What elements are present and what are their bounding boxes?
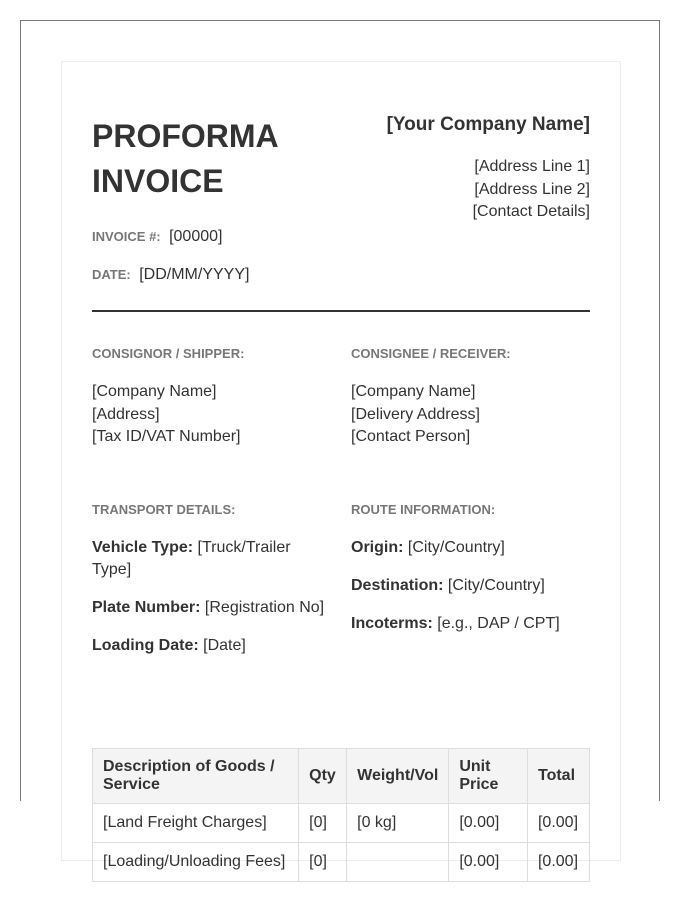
consignor-tax-id: [Tax ID/VAT Number] xyxy=(92,428,241,445)
plate-number-value: [Registration No] xyxy=(204,598,325,616)
header-weight-vol: Weight/Vol xyxy=(347,749,449,804)
vehicle-type xyxy=(92,537,327,581)
header-divider xyxy=(92,310,590,312)
invoice-title: PROFORMA INVOICE xyxy=(92,118,278,199)
plate-number xyxy=(92,597,327,619)
cell-total: [0.00] xyxy=(527,804,589,843)
consignor-company: [Company Name] xyxy=(92,383,217,400)
route-block xyxy=(351,502,590,673)
company-address xyxy=(370,156,590,224)
origin-value: [City/Country] xyxy=(407,538,505,556)
destination-value: [City/Country] xyxy=(447,576,545,594)
company-address-line-1: [Address Line 1] xyxy=(474,158,590,175)
loading-date-label: Loading Date: xyxy=(92,636,199,654)
company-block xyxy=(370,114,590,224)
cell-weight-vol xyxy=(347,843,449,882)
company-contact: [Contact Details] xyxy=(472,203,590,220)
cell-weight-vol: [0 kg] xyxy=(347,804,449,843)
invoice-sheet xyxy=(61,61,621,870)
destination xyxy=(351,575,586,597)
cell-unit-price: [0.00] xyxy=(449,843,528,882)
transport-route-section xyxy=(92,502,590,673)
loading-date-value: [Date] xyxy=(203,636,246,654)
consignor-street: [Address] xyxy=(92,405,160,423)
table-row xyxy=(93,804,590,843)
cell-description: [Land Freight Charges] xyxy=(93,804,299,843)
consignor-address xyxy=(92,381,351,449)
origin-label: Origin: xyxy=(351,538,404,556)
header-description: Description of Goods / Service xyxy=(93,749,299,804)
invoice-header xyxy=(92,114,590,310)
consignor-label: CONSIGNOR / SHIPPER: xyxy=(92,346,245,361)
vehicle-type-label: Vehicle Type: xyxy=(92,538,194,556)
invoice-date-value: [DD/MM/YYYY] xyxy=(139,266,250,283)
document-viewport xyxy=(20,20,660,870)
origin xyxy=(351,537,586,559)
items-table xyxy=(92,748,590,882)
transport-label: TRANSPORT DETAILS: xyxy=(92,501,236,517)
plate-number-label: Plate Number: xyxy=(92,598,201,616)
incoterms xyxy=(351,613,586,635)
company-name: [Your Company Name] xyxy=(386,114,590,135)
route-label: ROUTE INFORMATION: xyxy=(351,501,496,517)
cell-total: [0.00] xyxy=(527,843,589,882)
destination-label: Destination: xyxy=(351,576,444,594)
header-total: Total xyxy=(527,749,589,804)
cell-description: [Loading/Unloading Fees] xyxy=(93,843,299,882)
invoice-number-label: INVOICE #: xyxy=(92,229,161,244)
consignee-company: [Company Name] xyxy=(351,383,476,400)
cell-unit-price: [0.00] xyxy=(449,804,528,843)
transport-block xyxy=(92,502,351,673)
incoterms-value: [e.g., DAP / CPT] xyxy=(437,614,560,632)
company-address-line-2: [Address Line 2] xyxy=(474,180,590,198)
cell-qty: [0] xyxy=(299,843,347,882)
invoice-date xyxy=(92,265,249,285)
parties-section xyxy=(92,346,590,449)
vehicle-type-value: [Truck/Trailer Type] xyxy=(92,538,291,578)
consignee-block xyxy=(351,346,590,449)
invoice-content xyxy=(92,114,590,870)
table-row xyxy=(93,843,590,882)
invoice-date-label: DATE: xyxy=(92,267,131,282)
loading-date xyxy=(92,635,327,657)
incoterms-label: Incoterms: xyxy=(351,614,433,632)
header-unit-price: Unit Price xyxy=(449,749,528,804)
consignee-label: CONSIGNEE / RECEIVER: xyxy=(351,346,511,361)
cell-qty: [0] xyxy=(299,804,347,843)
invoice-number xyxy=(92,227,222,247)
consignee-delivery-address: [Delivery Address] xyxy=(351,405,480,423)
consignee-contact-person: [Contact Person] xyxy=(351,428,471,445)
items-table-header-row xyxy=(93,749,590,804)
consignee-address xyxy=(351,381,590,449)
invoice-number-value: [00000] xyxy=(169,228,223,245)
consignor-block xyxy=(92,346,351,449)
header-qty: Qty xyxy=(299,749,347,804)
